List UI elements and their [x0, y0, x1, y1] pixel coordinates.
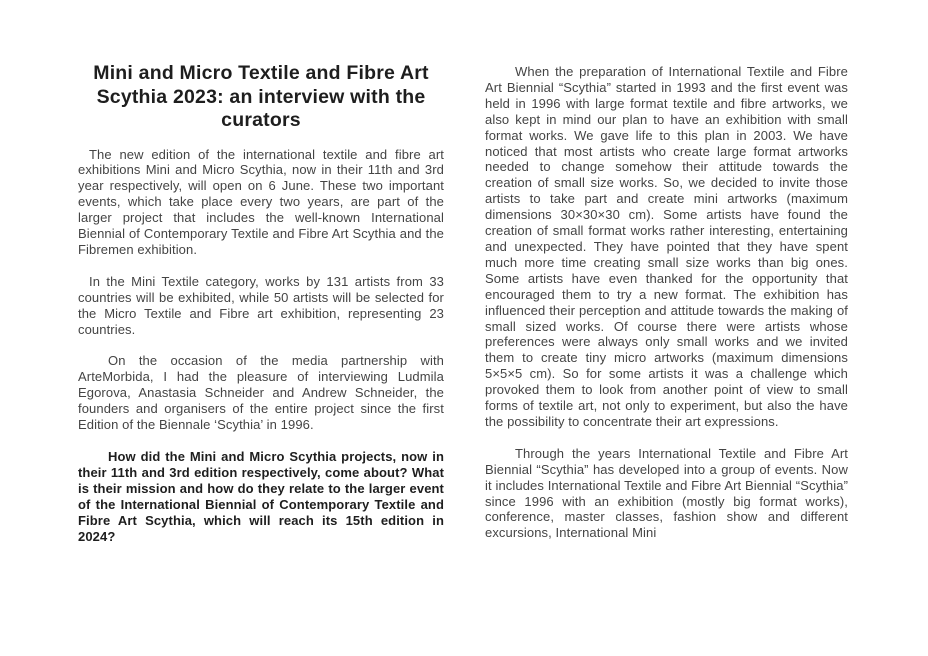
answer-paragraph-events: Through the years International Textile and Fibre Art Biennial “Scythia” has developed into a group of events. Now it includes International Textile and Fibre Art Biennial “Scythia” since 1996 with an exhibition (mostly big format works), conference, master classes, fashion show and different excursions, International Mini [485, 445, 848, 541]
left-column [78, 62, 444, 560]
right-column [485, 64, 848, 557]
interview-question: How did the Mini and Micro Scythia projects, now in their 11th and 3rd edition respectively, come about? What is their mission and how do they relate to the larger event of the International Biennial of Contemporary Textile and Fibre Art Scythia, which will reach its 15th edition in 2024? [78, 449, 444, 544]
answer-paragraph-history: When the preparation of International Textile and Fibre Art Biennial “Scythia” started in 1993 and the first event was held in 1996 with large format textile and fibre artworks, we also kept in mind our plan to have an exhibition with small format works. We gave life to this plan in 2003. We have noticed that most artists who create large format artworks needed to change somehow their attitude towards the creation of small size works. So, we decided to invite those artists to take part and create mini artworks (maximum dimensions 30×30×30 cm). Some artists have found the creation of small format works rather interesting, entertaining and unexpected. They have pointed that they have spent much more time creating small size works than big ones. Some artists have even thanked for the opportunity that encouraged them to try a new format. The exhibition has influenced their perception and attitude towards the making of small sized works. Of course there were artists whose preferences were always only small works and we invited them to create tiny micro artworks (maximum dimensions 5×5×5 cm). So for some artists it was a challenge which provoked them to look from another point of view to small forms of textile art, not only to experiment, but also the have the possibility to concentrate their art expressions. [485, 64, 848, 429]
article-title: Mini and Micro Textile and Fibre Art Scythia 2023: an interview with the curators [93, 62, 429, 131]
mini-textile-stats-paragraph: In the Mini Textile category, works by 131 artists from 33 countries will be exhibited, while 50 artists will be selected for the Micro Textile and Fibre art exhibition, representing 23 countries. [78, 273, 444, 337]
media-partnership-paragraph: On the occasion of the media partnership with ArteMorbida, I had the pleasure of interviewing Ludmila Egorova, Anastasia Schneider and Andrew Schneider, the founders and organisers of the entire project since the first Edition of the Biennale ‘Scythia’ in 1996. [78, 353, 444, 433]
intro-paragraph: The new edition of the international textile and fibre art exhibitions Mini and Micro Scythia, now in their 11th and 3rd year respectively, will open on 6 June. These two important events, which take place every two years, are part of the larger project that includes the well-known International Biennial of Contemporary Textile and Fibre Art Scythia and the Fibremen exhibition. [78, 146, 444, 257]
